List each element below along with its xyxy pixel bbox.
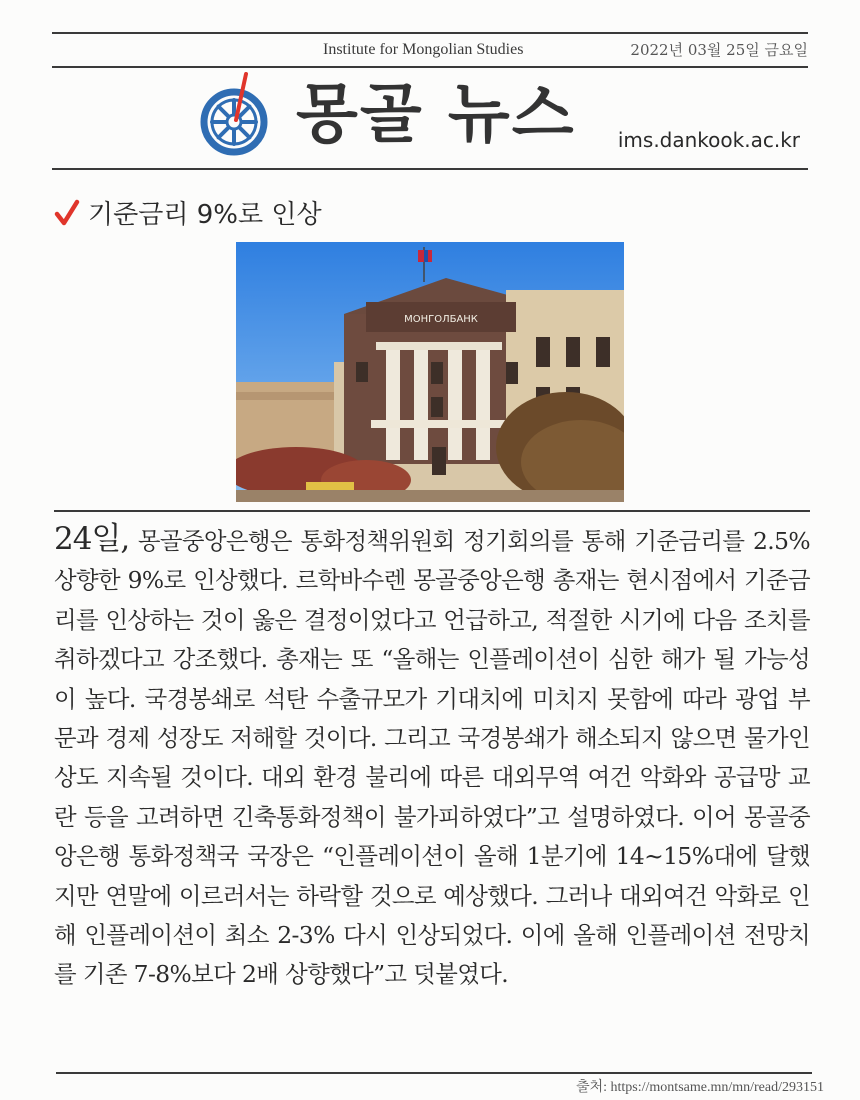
masthead-title: 몽골 뉴스: [296, 78, 576, 152]
masthead-divider: [52, 168, 808, 170]
headline: [54, 194, 322, 231]
headline-text: 기준금리 9%로 인상: [88, 200, 322, 230]
site-url: ims.dankook.ac.kr: [617, 128, 800, 152]
bank-sign-text: МОНГОЛБАНК: [404, 314, 478, 325]
checkmark-icon: [54, 199, 80, 227]
article-divider: [54, 510, 810, 512]
article-text: 몽골중앙은행은 통화정책위원회 정기회의를 통해 기준금리를 2.5% 상향한 9%로 인상했다. 르학바수렌 몽골중앙은행 총재는 현시점에서 기준금리를 인상하는 것이 옳은 결정이었다고 언급하고, 적절한 시기에 다음 조치를 취하겠다고 강조했다. 총재는 또 “올해는 인플레이션이 심한 해가 될 가능성이 높다. 국경봉쇄로 석탄 수출규모가 기대치에 미치지 못함에 따라 광업 부문과 경제 성장도 저해할 것이다. 그리고 국경봉쇄가 해소되지 않으면 물가인상도 지속될 것이다. 대외 환경 불리에 따른 대외무역 여건 악화와 공급망 교란 등을 고려하면 긴축통화정책이 불가피하였다”고 설명하였다. 이어 몽골중앙은행 통화정책국 국장은 “인플레이션이 올해 1분기에 14~15%대에 달했지만 연말에 이르러서는 하락할 것으로 예상했다. 그러나 대외여건 악화로 인해 인플레이션이 최소 2-3% 다시 인상되었다. 이에 올해 인플레이션 전망치를 기존 7-8%보다 2배 상향했다”고 덧붙였다.: [54, 527, 810, 989]
header-divider: [52, 66, 808, 68]
bank-building-photo: [236, 242, 624, 502]
institute-name: Institute for Mongolian Studies: [323, 41, 524, 58]
source-link[interactable]: 출처: https://montsame.mn/mn/read/293151: [576, 1080, 824, 1095]
article-lead: 24일,: [54, 521, 130, 557]
top-rule: [52, 32, 808, 34]
footer-rule: [56, 1072, 812, 1074]
article-body: [54, 520, 810, 995]
issue-date: 2022년 03월 25일 금요일: [630, 41, 808, 59]
wheel-logo-icon: [196, 72, 276, 162]
